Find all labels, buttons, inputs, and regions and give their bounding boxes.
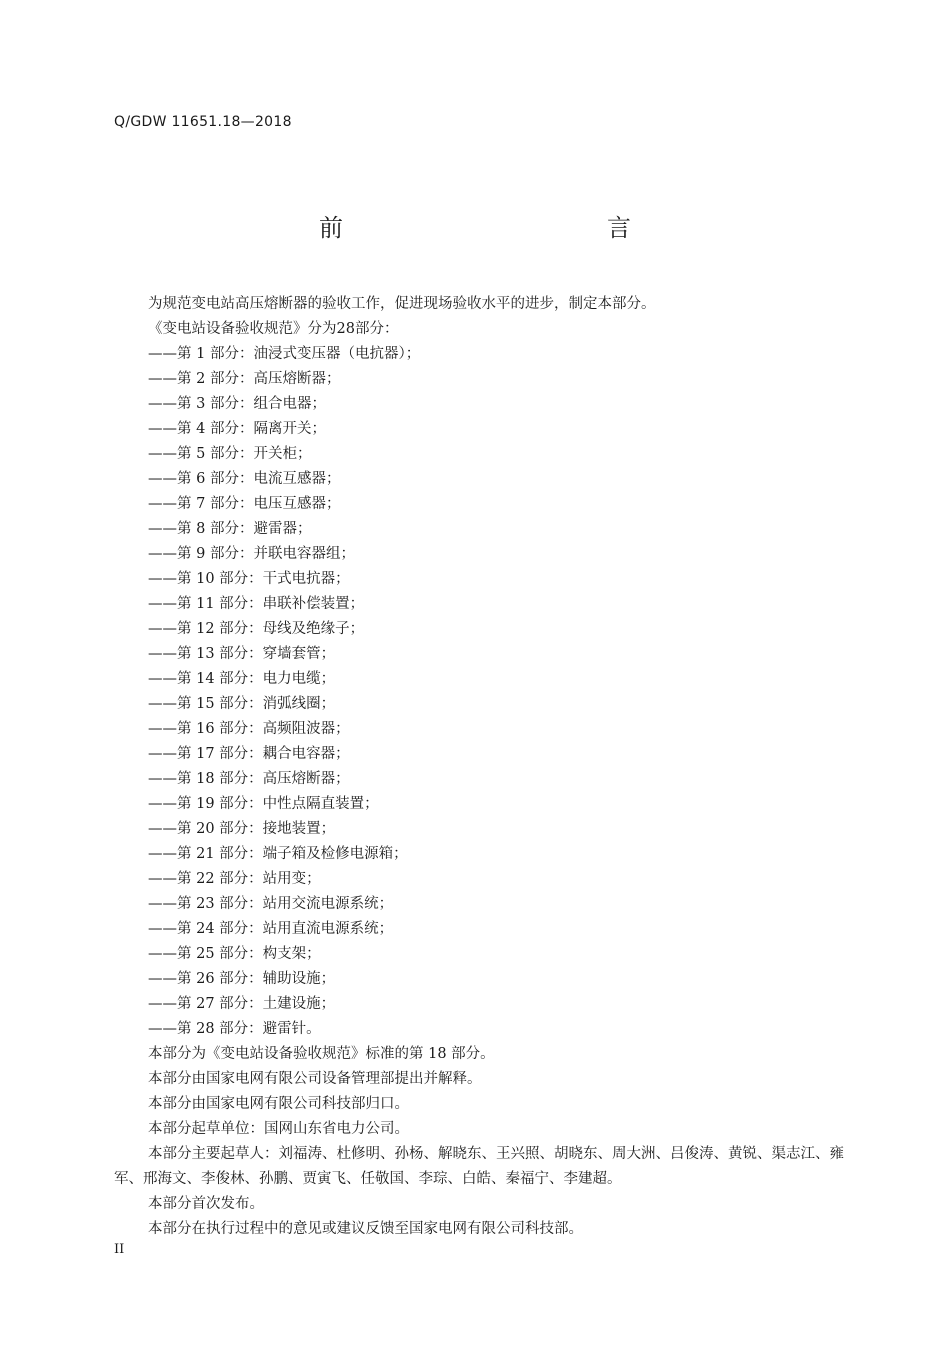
- list-item: ——第 27 部分：土建设施；: [148, 996, 336, 1012]
- list-item: ——第 17 部分：耦合电容器；: [148, 746, 350, 762]
- list-item: ——第 4 部分：隔离开关；: [148, 421, 326, 437]
- foreword-body: [114, 292, 864, 1242]
- standard-code: Q/GDW 11651.18—2018: [114, 114, 292, 130]
- list-item: ——第 7 部分：电压互感器；: [148, 496, 341, 512]
- list-item: ——第 2 部分：高压熔断器；: [148, 371, 341, 387]
- list-item: ——第 23 部分：站用交流电源系统；: [148, 896, 394, 912]
- list-item: ——第 5 部分：开关柜；: [148, 446, 312, 462]
- list-item: ——第 28 部分：避雷针。: [148, 1021, 321, 1037]
- closing-paragraph: 本部分为《变电站设备验收规范》标准的第 18 部分。: [148, 1046, 495, 1062]
- list-item: ——第 3 部分：组合电器；: [148, 396, 326, 412]
- page-title: 前 言: [319, 214, 703, 242]
- list-item: ——第 14 部分：电力电缆；: [148, 671, 336, 687]
- list-item: ——第 10 部分：干式电抗器；: [148, 571, 350, 587]
- list-item: ——第 25 部分：构支架；: [148, 946, 321, 962]
- list-item: ——第 13 部分：穿墙套管；: [148, 646, 336, 662]
- list-item: ——第 19 部分：中性点隔直装置；: [148, 796, 379, 812]
- list-item: ——第 8 部分：避雷器；: [148, 521, 312, 537]
- closing-paragraph: 本部分在执行过程中的意见或建议反馈至国家电网有限公司科技部。: [148, 1221, 583, 1237]
- list-item: ——第 21 部分：端子箱及检修电源箱；: [148, 846, 408, 862]
- list-item: ——第 22 部分：站用变；: [148, 871, 321, 887]
- list-item: ——第 15 部分：消弧线圈；: [148, 696, 336, 712]
- list-item: ——第 18 部分：高压熔断器；: [148, 771, 350, 787]
- closing-paragraph: 本部分起草单位：国网山东省电力公司。: [148, 1121, 409, 1137]
- parts-list: [114, 342, 864, 1042]
- list-item: ——第 20 部分：接地装置；: [148, 821, 336, 837]
- closing-paragraph: 本部分由国家电网有限公司科技部归口。: [148, 1096, 409, 1112]
- list-item: ——第 12 部分：母线及绝缘子；: [148, 621, 365, 637]
- intro-paragraph: 为规范变电站高压熔断器的验收工作，促进现场验收水平的进步，制定本部分。: [148, 296, 656, 312]
- drafters-paragraph: 本部分主要起草人：刘福涛、杜修明、孙杨、解晓东、王兴照、胡晓东、周大洲、吕俊涛、黄锐、渠志江、雍军、邢海文、李俊林、孙鹏、贾寅飞、任敬国、李琮、白皓、秦福宁、李建超。: [114, 1146, 844, 1187]
- closing-paragraph: 本部分由国家电网有限公司设备管理部提出并解释。: [148, 1071, 482, 1087]
- page-number: II: [114, 1242, 125, 1257]
- structure-paragraph: 《变电站设备验收规范》分为28部分：: [148, 321, 399, 337]
- list-item: ——第 24 部分：站用直流电源系统；: [148, 921, 394, 937]
- list-item: ——第 11 部分：串联补偿装置；: [148, 596, 365, 612]
- list-item: ——第 6 部分：电流互感器；: [148, 471, 341, 487]
- list-item: ——第 26 部分：辅助设施；: [148, 971, 336, 987]
- list-item: ——第 1 部分：油浸式变压器（电抗器）；: [148, 346, 421, 362]
- list-item: ——第 16 部分：高频阻波器；: [148, 721, 350, 737]
- closing-paragraph: 本部分首次发布。: [148, 1196, 264, 1212]
- list-item: ——第 9 部分：并联电容器组；: [148, 546, 355, 562]
